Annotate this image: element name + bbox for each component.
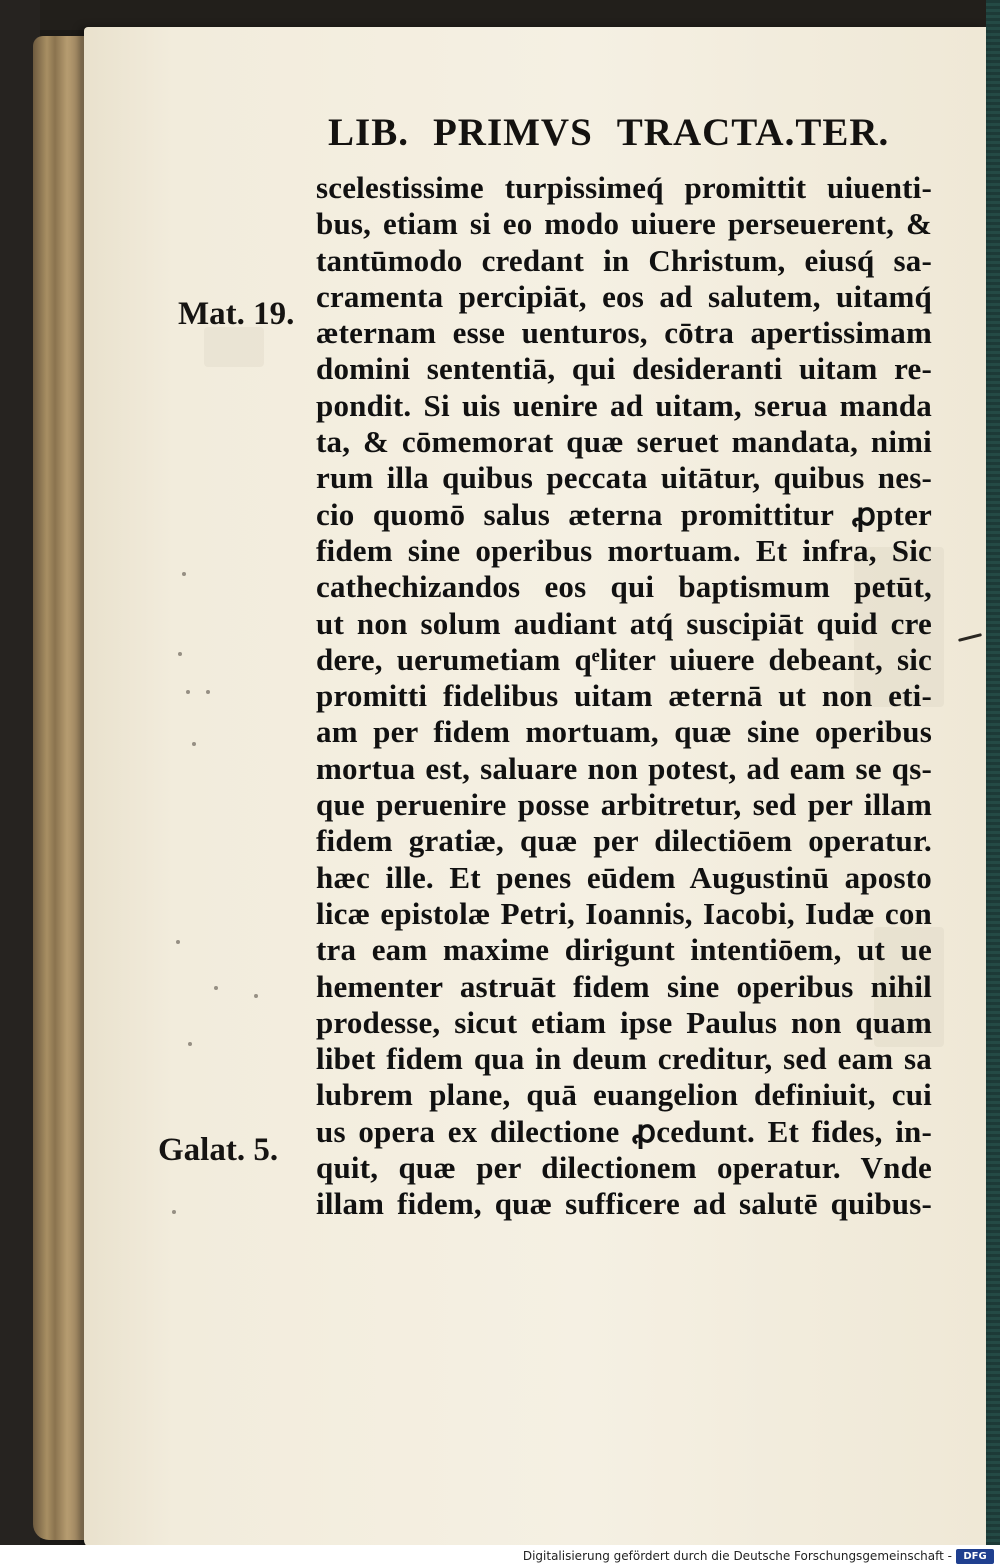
text-line: cio quomō salus æterna promittitur ꝓpter — [316, 496, 932, 532]
ink-speck — [182, 572, 186, 576]
body-text — [316, 170, 932, 1223]
text-line: bus, etiam si eo modo uiuere perseuerent, & — [316, 206, 932, 242]
text-line: prodesse, sicut etiam ipse Paulus non quam — [316, 1004, 932, 1040]
text-line: fidem sine operibus mortuam. Et infra, Sic — [316, 532, 932, 568]
funding-credit: Digitalisierung gefördert durch die Deutsche Forschungsgemeinschaft - — [522, 1549, 952, 1563]
margin-note-galat: Galat. 5. — [158, 1132, 279, 1168]
scanner-background-top — [0, 0, 1000, 30]
running-head-primus: PRIMVS — [432, 111, 593, 154]
text-line: quit, quæ per dilectionem operatur. Vnde — [316, 1150, 932, 1186]
text-line: hementer astruāt fidem sine operibus nihil — [316, 968, 932, 1004]
running-head-tractatus: TRACTA.TER. — [616, 111, 890, 154]
ink-speck — [188, 1042, 192, 1046]
ink-speck — [214, 986, 218, 990]
text-line: hæc ille. Et penes eūdem Augustinū aposto — [316, 859, 932, 895]
ink-speck — [176, 940, 180, 944]
margin-note-mat: Mat. 19. — [178, 296, 295, 332]
show-through-ghost — [204, 327, 264, 367]
digitization-footer — [0, 1545, 1000, 1568]
text-line: promitti fidelibus uitam æternā ut non eti- — [316, 678, 932, 714]
text-line: rum illa quibus peccata uitātur, quibus nes- — [316, 460, 932, 496]
ink-speck — [206, 690, 210, 694]
text-line: æternam esse uenturos, cōtra apertissimam — [316, 315, 932, 351]
running-head-lib: LIB. — [328, 111, 409, 154]
text-line: licæ epistolæ Petri, Ioannis, Iacobi, Iudæ con — [316, 895, 932, 931]
text-line: cramenta percipiāt, eos ad salutem, uitamq́ — [316, 278, 932, 314]
text-line: tra eam maxime dirigunt intentiōem, ut ue — [316, 932, 932, 968]
ink-speck — [254, 994, 258, 998]
ink-speck — [172, 1210, 176, 1214]
dfg-logo: DFG — [956, 1549, 994, 1564]
text-line: lubrem plane, quā euangelion definiuit, cui — [316, 1077, 932, 1113]
ink-speck — [186, 690, 190, 694]
text-line: am per fidem mortuam, quæ sine operibus — [316, 714, 932, 750]
text-line: illam fidem, quæ sufficere ad salutē quibus- — [316, 1186, 932, 1222]
text-line: tantūmodo credant in Christum, eiusq́ sa- — [316, 242, 932, 278]
text-line: mortua est, saluare non potest, ad eam se qs- — [316, 750, 932, 786]
text-line: ta, & cōmemorat quæ seruet mandata, nimi — [316, 424, 932, 460]
text-line: us opera ex dilectione ꝓcedunt. Et fides, in- — [316, 1113, 932, 1149]
text-line: domini sententiā, qui desideranti uitam re- — [316, 351, 932, 387]
ink-speck — [178, 652, 182, 656]
text-line: que peruenire posse arbitretur, sed per illam — [316, 787, 932, 823]
text-line: ut non solum audiant atq́ suscipiāt quid cre — [316, 605, 932, 641]
running-head — [328, 110, 928, 155]
text-line: fidem gratiæ, quæ per dilectiōem operatur. — [316, 823, 932, 859]
text-line: scelestissime turpissimeq́ promittit uiuenti- — [316, 170, 932, 205]
text-line: pondit. Si uis uenire ad uitam, serua manda — [316, 387, 932, 423]
book-cover-edge — [986, 0, 1000, 1545]
text-line: dere, uerumetiam qͤliter uiuere debeant, sic — [316, 641, 932, 677]
ink-speck — [192, 742, 196, 746]
text-line: cathechizandos eos qui baptismum petūt, — [316, 569, 932, 605]
text-line: libet fidem qua in deum creditur, sed eam sa — [316, 1041, 932, 1077]
